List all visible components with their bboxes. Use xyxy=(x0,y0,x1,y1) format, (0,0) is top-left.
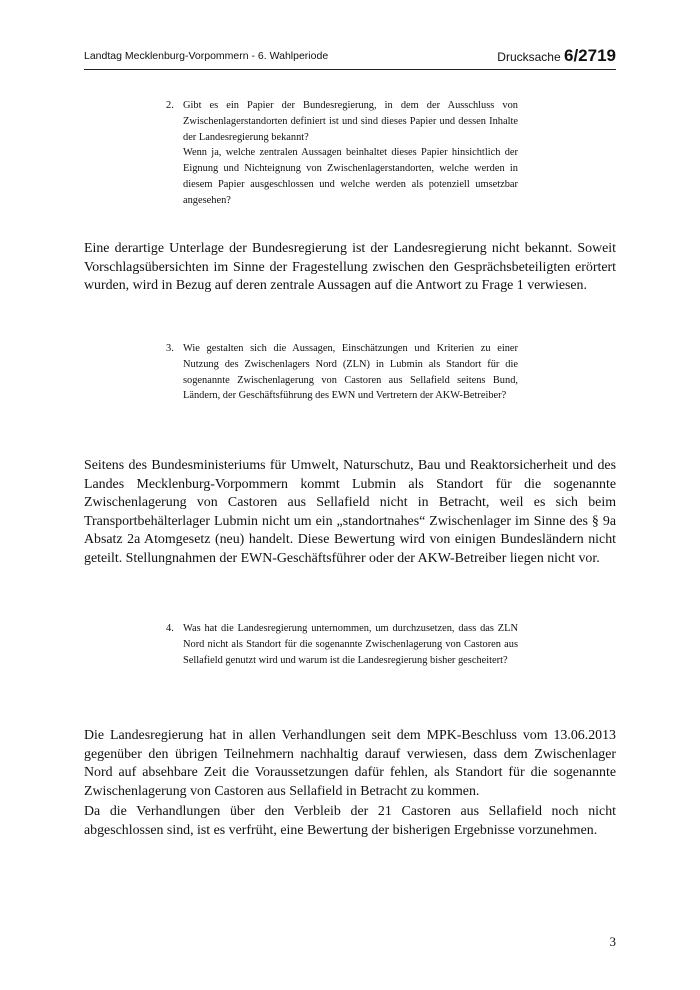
header-divider xyxy=(84,69,616,70)
question-text xyxy=(183,621,518,668)
question-paragraph: Was hat die Landesregierung unternommen, um durchzusetzen, dass das ZLN Nord nicht als Standort für die sogenannte Zwischenlagerung von Castoren aus Sellafield genutzt wird und warum ist die Landesregierung bisher gescheitert? xyxy=(183,623,518,666)
question-3 xyxy=(166,341,518,404)
answer-2-paragraph-1: Eine derartige Unterlage der Bundesregierung ist der Landesregierung nicht bekannt. Soweit Vorschlagsübersichten im Sinne der Fragestellung zwischen den Gesprächsbeteiligten erörtert wurden, wird in Bezug auf deren zentrale Aussagen auf die Antwort zu Frage 1 verwiesen. xyxy=(84,241,616,294)
question-number: 2. xyxy=(166,100,174,111)
question-number: 4. xyxy=(166,623,174,634)
page-number: 3 xyxy=(609,934,616,949)
answer-4-paragraph-1: Die Landesregierung hat in allen Verhandlungen seit dem MPK-Beschluss vom 13.06.2013 gegenüber den übrigen Teilnehmern nachhaltig darauf verwiesen, dass dem Zwischenlager Nord auf absehbare Zeit die Voraussetzungen dafür fehlen, als Standort für die sogenannte Zwischenlagerung von Castoren aus Sellafield in Betracht zu kommen. xyxy=(84,728,616,799)
answer-4-paragraph-2: Da die Verhandlungen über den Verbleib der 21 Castoren aus Sellafield noch nicht abgeschlossen sind, ist es verfrüht, eine Bewertung der bisherigen Ergebnisse vorzunehmen. xyxy=(84,804,616,838)
document-reference xyxy=(497,46,616,66)
document-label: Drucksache xyxy=(497,50,564,64)
question-text xyxy=(183,341,518,404)
question-text xyxy=(183,98,518,209)
question-4 xyxy=(166,621,518,668)
document-number: 6/2719 xyxy=(564,46,616,65)
question-2 xyxy=(166,98,518,209)
answer-3-paragraph-1: Seitens des Bundesministeriums für Umwelt, Naturschutz, Bau und Reaktorsicherheit und des Landes Mecklenburg-Vorpommern kommt Lubmin als Standort für die sogenannte Zwischenlagerung von Castoren aus Sellafield nicht in Betracht, weil es sich beim Transportbehälterlager Lubmin nicht um ein „standortnahes“ Zwischenlager im Sinne des § 9a Absatz 2a Atomgesetz (neu) handelt. Diese Bewertung wird von einigen Bundesländern nicht geteilt. Stellungnahmen der EWN-Geschäftsführer oder der AKW-Betreiber liegen nicht vor. xyxy=(84,458,616,566)
page-header xyxy=(84,46,616,70)
question-paragraph: Gibt es ein Papier der Bundesregierung, in dem der Ausschluss von Zwischenlagerstandorten definiert ist und sind dieses Papier und dessen Inhalte der Landesregierung bekannt? xyxy=(183,100,518,143)
parliament-name: Landtag Mecklenburg-Vorpommern - 6. Wahlperiode xyxy=(84,50,329,62)
question-number: 3. xyxy=(166,343,174,354)
question-paragraph: Wie gestalten sich die Aussagen, Einschätzungen und Kriterien zu einer Nutzung des Zwischenlagers Nord (ZLN) in Lubmin als Standort für die sogenannte Zwischenlagerung von Castoren aus Sellafield seitens Bund, Ländern, der Geschäftsführung des EWN und Vertretern der AKW-Betreiber? xyxy=(183,343,518,402)
question-paragraph: Wenn ja, welche zentralen Aussagen beinhaltet dieses Papier hinsichtlich der Eignung und Nichteignung von Zwischenlagerstandorten, welche werden in diesem Papier ausgeschlossen und welche werden als potenziell umsetzbar angesehen? xyxy=(183,147,518,206)
